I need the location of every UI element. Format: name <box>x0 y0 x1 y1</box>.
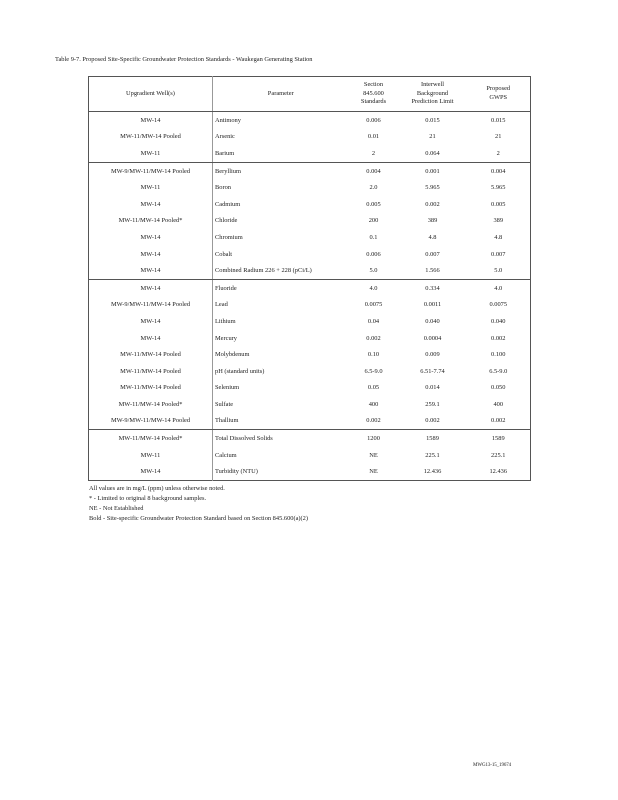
cell-section-standard: 4.0 <box>369 284 378 292</box>
table-caption: Table 9-7. Proposed Site-Specific Groundwater Protection Standards - Waukegan Generating Station <box>55 56 313 63</box>
cell-parameter: Chromium <box>213 229 349 246</box>
cell-prediction-limit: 0.001 <box>425 167 440 175</box>
cell-prediction-limit: 0.064 <box>399 145 467 162</box>
cell-prediction-limit: 1589 <box>426 435 439 443</box>
header-interwell-line-2: Background <box>416 89 449 97</box>
cell-proposed-gwps: 1589 <box>491 435 505 443</box>
cell-parameter: Sulfate <box>213 396 349 413</box>
cell-section-standard: 6.5-9.0 <box>364 367 383 375</box>
cell-parameter: pH (standard units) <box>213 363 349 380</box>
header-proposed-line-2: GWPS <box>489 94 508 101</box>
cell-well: MW-14 <box>140 468 161 476</box>
cell-section-standard: 0.004 <box>366 167 381 175</box>
cell-well: MW-11/MW-14 Pooled <box>120 133 181 141</box>
cell-section-standard: 0.006 <box>366 250 381 258</box>
cell-prediction-limit: 0.0004 <box>423 334 442 342</box>
cell-section-standard: 2 <box>349 145 399 162</box>
cell-parameter: Cadmium <box>213 196 349 213</box>
table-row <box>89 112 531 129</box>
cell-proposed-gwps: 12.436 <box>489 468 508 476</box>
table-row <box>89 162 531 179</box>
cell-well: MW-11/MW-14 Pooled <box>120 367 181 375</box>
header-interwell-line-3: Prediction Limit <box>411 98 454 106</box>
cell-proposed-gwps: 400 <box>493 400 504 408</box>
cell-section-standard: 0.05 <box>367 384 380 392</box>
cell-proposed-gwps: 0.100 <box>491 351 506 359</box>
cell-prediction-limit: 0.007 <box>425 250 440 258</box>
cell-prediction-limit: 0.002 <box>399 413 467 430</box>
cell-well: MW-9/MW-11/MW-14 Pooled <box>110 301 191 309</box>
cell-well: MW-14 <box>89 262 213 279</box>
table-notes <box>89 484 308 524</box>
cell-well: MW-14 <box>140 334 161 342</box>
cell-well: MW-14 <box>140 317 161 325</box>
table-row <box>89 179 531 196</box>
table-row <box>89 363 531 380</box>
cell-parameter: Lithium <box>213 313 349 330</box>
cell-well: MW-9/MW-11/MW-14 Pooled <box>110 167 191 175</box>
cell-section-standard: 0.002 <box>366 334 381 342</box>
cell-proposed-gwps: 0.002 <box>491 334 506 342</box>
cell-proposed-gwps: 2 <box>467 145 531 162</box>
cell-proposed-gwps: 4.0 <box>494 284 503 292</box>
cell-well: MW-14 <box>140 233 161 241</box>
cell-prediction-limit: 389 <box>427 217 438 225</box>
cell-well: MW-11 <box>140 451 161 459</box>
table-row <box>89 430 531 447</box>
cell-prediction-limit: 0.002 <box>425 200 440 208</box>
cell-proposed-gwps: 0.0075 <box>489 301 508 309</box>
table-row <box>89 330 531 347</box>
cell-section-standard: 0.002 <box>349 413 399 430</box>
cell-parameter: Total Dissolved Solids <box>213 430 349 447</box>
cell-parameter: Barium <box>213 145 349 162</box>
cell-parameter: Chloride <box>213 213 349 230</box>
table-row <box>89 246 531 263</box>
cell-well: MW-11/MW-14 Pooled <box>120 351 181 359</box>
cell-parameter: Lead <box>213 297 349 314</box>
table-row <box>89 145 531 162</box>
cell-parameter: Thallium <box>213 413 349 430</box>
cell-prediction-limit: 0.015 <box>425 116 440 124</box>
cell-well: MW-11/MW-14 Pooled* <box>118 400 183 408</box>
bates-number: MWG13-15_19674 <box>473 763 512 768</box>
cell-parameter: Molybdenum <box>213 346 349 363</box>
cell-parameter: Cobalt <box>213 246 349 263</box>
cell-section-standard: 0.01 <box>367 133 380 141</box>
note-bold: Bold - Site-specific Groundwater Protection Standard based on Section 845.600(a)(2) <box>89 515 309 522</box>
cell-well: MW-11/MW-14 Pooled* <box>118 217 183 225</box>
header-parameter: Parameter <box>213 77 349 112</box>
cell-prediction-limit: 259.1 <box>425 400 440 408</box>
table-row <box>89 413 531 430</box>
cell-prediction-limit: 4.8 <box>428 233 437 241</box>
table-row <box>89 213 531 230</box>
cell-proposed-gwps: 389 <box>493 217 504 225</box>
header-section <box>349 77 399 112</box>
cell-prediction-limit: 12.436 <box>423 468 442 476</box>
table-row <box>89 380 531 397</box>
cell-parameter: Selenium <box>213 380 349 397</box>
cell-prediction-limit: 0.009 <box>425 351 440 359</box>
table-row <box>89 396 531 413</box>
table-row <box>89 313 531 330</box>
cell-well: MW-14 <box>140 116 161 124</box>
cell-parameter: Arsenic <box>213 129 349 146</box>
cell-parameter: Turbidity (NTU) <box>213 463 349 480</box>
header-proposed-line-1: Proposed <box>486 85 511 93</box>
cell-section-standard: NE <box>369 451 378 459</box>
cell-parameter: Boron <box>213 179 349 196</box>
table-row <box>89 463 531 480</box>
cell-parameter: Fluoride <box>213 279 349 296</box>
cell-proposed-gwps: 225.1 <box>491 451 506 459</box>
cell-section-standard: 2.0 <box>369 184 378 192</box>
cell-well: MW-11 <box>140 184 161 192</box>
table-row <box>89 346 531 363</box>
cell-prediction-limit: 21 <box>429 133 436 141</box>
cell-proposed-gwps: 0.007 <box>491 250 506 258</box>
cell-prediction-limit: 6.51-7.74 <box>420 367 445 375</box>
cell-proposed-gwps: 5.965 <box>491 184 506 192</box>
header-well: Upgradient Well(s) <box>89 77 213 112</box>
cell-prediction-limit: 0.0011 <box>423 301 442 309</box>
cell-proposed-gwps: 21 <box>495 133 502 141</box>
cell-prediction-limit: 225.1 <box>425 451 440 459</box>
cell-well: MW-14 <box>140 250 161 258</box>
header-section-line-2: 845.600 <box>363 89 384 97</box>
cell-section-standard: 0.10 <box>367 351 380 359</box>
table-row <box>89 262 531 279</box>
cell-proposed-gwps: 0.050 <box>491 384 506 392</box>
cell-parameter: Beryllium <box>213 162 349 179</box>
cell-prediction-limit: 5.965 <box>425 184 440 192</box>
cell-proposed-gwps: 0.040 <box>491 317 506 325</box>
cell-prediction-limit: 0.334 <box>425 284 440 292</box>
note-ne: NE - Not Established <box>89 505 144 512</box>
cell-parameter: Calcium <box>213 447 349 464</box>
table-row <box>89 297 531 314</box>
gwps-table <box>88 76 531 481</box>
cell-well: MW-14 <box>140 284 161 292</box>
cell-well: MW-11/MW-14 Pooled <box>120 384 181 392</box>
cell-prediction-limit: 0.040 <box>425 317 440 325</box>
note-units: All values are in mg/L (ppm) unless otherwise noted. <box>89 485 225 492</box>
cell-section-standard: 0.1 <box>369 233 378 241</box>
cell-well: MW-11/MW-14 Pooled* <box>118 435 183 443</box>
cell-section-standard: 400 <box>368 400 379 408</box>
table-header-row <box>89 77 531 112</box>
table-row <box>89 129 531 146</box>
cell-prediction-limit: 0.014 <box>425 384 440 392</box>
cell-section-standard: 0.006 <box>366 116 381 124</box>
header-section-line-3: Standards <box>360 98 387 106</box>
header-interwell-line-1: Interwell <box>420 81 445 89</box>
table-row <box>89 229 531 246</box>
cell-well: MW-11 <box>89 145 213 162</box>
cell-section-standard: 5.0 <box>349 262 399 279</box>
cell-proposed-gwps: 0.004 <box>491 167 506 175</box>
cell-proposed-gwps: 0.005 <box>491 200 506 208</box>
cell-section-standard: NE <box>369 468 378 476</box>
cell-section-standard: 1200 <box>367 435 380 443</box>
table-row <box>89 279 531 296</box>
cell-parameter: Antimony <box>213 112 349 129</box>
cell-parameter: Mercury <box>213 330 349 347</box>
table-row <box>89 196 531 213</box>
cell-proposed-gwps: 4.8 <box>494 233 503 241</box>
note-asterisk: * - Limited to original 8 background samples. <box>89 495 207 502</box>
cell-prediction-limit: 1.566 <box>399 262 467 279</box>
header-interwell <box>399 77 467 112</box>
cell-proposed-gwps: 5.0 <box>467 262 531 279</box>
cell-section-standard: 0.005 <box>366 200 381 208</box>
header-section-line-1: Section <box>363 81 384 89</box>
cell-well: MW-14 <box>140 200 161 208</box>
cell-parameter: Combined Radium 226 + 228 (pCi/L) <box>213 262 349 279</box>
cell-section-standard: 0.0075 <box>364 301 383 309</box>
cell-proposed-gwps: 6.5-9.0 <box>489 367 508 375</box>
header-proposed <box>467 77 531 112</box>
cell-section-standard: 0.04 <box>367 317 380 325</box>
table-row <box>89 447 531 464</box>
cell-well: MW-9/MW-11/MW-14 Pooled <box>89 413 213 430</box>
cell-proposed-gwps: 0.015 <box>491 116 506 124</box>
cell-section-standard: 200 <box>368 217 379 225</box>
cell-proposed-gwps: 0.002 <box>467 413 531 430</box>
